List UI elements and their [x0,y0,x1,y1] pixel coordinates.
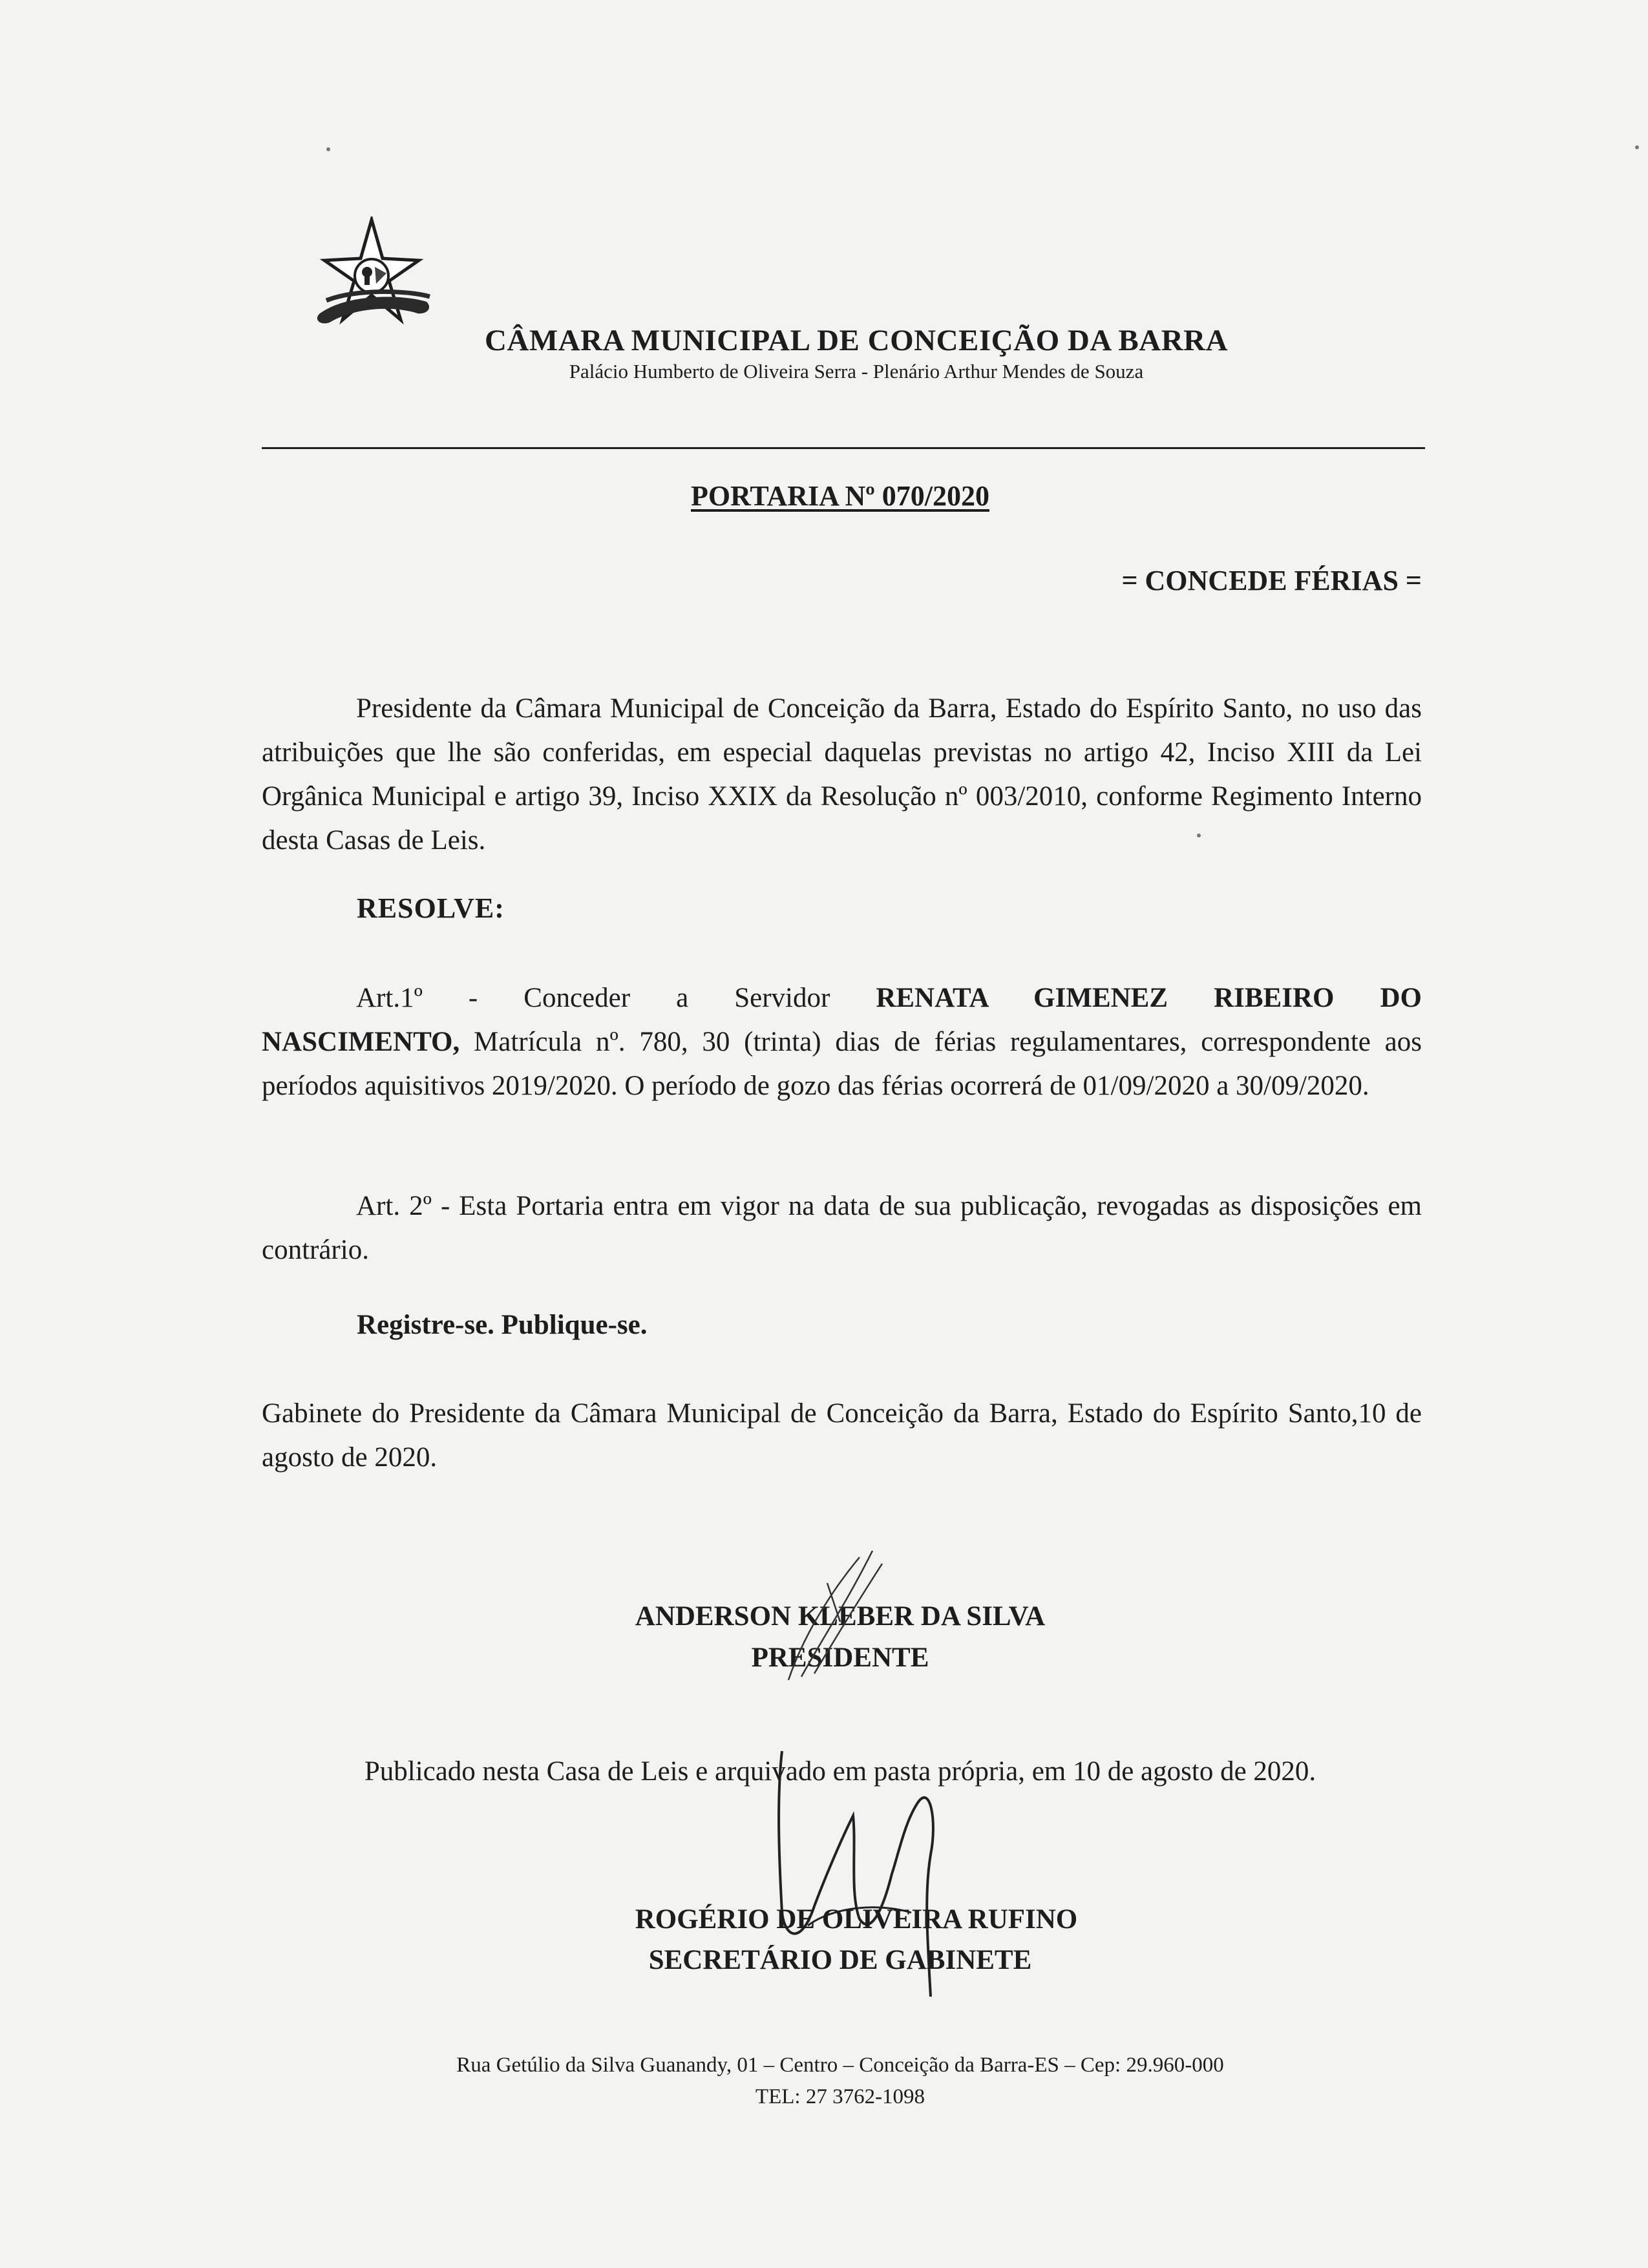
article-2-paragraph: Art. 2º - Esta Portaria entra em vigor na data de sua publicação, revogadas as disposições em contrário. [262,1191,1422,1265]
footer-address: Rua Getúlio da Silva Guanandy, 01 – Centro – Conceição da Barra-ES – Cep: 29.960-000 [456,2053,1224,2077]
document-number-text: PORTARIA Nº 070/2020 [691,480,989,512]
header-divider [262,447,1425,449]
scan-speck [1197,834,1201,837]
star-emblem-icon [304,216,446,330]
scan-speck [326,147,330,151]
president-name: ANDERSON KLEBER DA SILVA [635,1601,1046,1632]
registre-line: Registre-se. Publique-se. [357,1310,648,1340]
article-1-text: Matrícula nº. 780, 30 (trinta) dias de férias regulamentares, correspondente aos períodos aquisitivos 2019/2020. O período de gozo das férias ocorrerá de 01/09/2020 a 30/09/2020. [262,1027,1422,1101]
publication-note: Publicado nesta Casa de Leis e arquivado em pasta própria, em 10 de agosto de 2020. [364,1756,1316,1787]
footer-phone: TEL: 27 3762-1098 [755,2085,925,2108]
organization-subtitle: Palácio Humberto de Oliveira Serra - Plenário Arthur Mendes de Souza [569,360,1144,383]
secretary-name: ROGÉRIO DE OLIVEIRA RUFINO [635,1904,1078,1935]
preamble-paragraph: Presidente da Câmara Municipal de Conceição da Barra, Estado do Espírito Santo, no uso das atribuições que lhe são conferidas, em especial daquelas previstas no artigo 42, Inciso XIII da Lei Orgânica Municipal e artigo 39, Inciso XXIX da Resolução nº 003/2010, conforme Regimento Interno desta Casas de Leis. [262,693,1422,856]
servant-name-part1: RENATA GIMENEZ RIBEIRO DO [876,983,1422,1013]
document-number [0,479,1648,512]
resolve-heading: RESOLVE: [357,892,505,924]
gabinete-paragraph: Gabinete do Presidente da Câmara Municipal de Conceição da Barra, Estado do Espírito Santo,10 de agosto de 2020. [262,1398,1422,1473]
organization-title: CÂMARA MUNICIPAL DE CONCEIÇÃO DA BARRA [484,324,1229,357]
secretary-role: SECRETÁRIO DE GABINETE [648,1945,1032,1975]
article-1-first-line [356,976,1422,1020]
servant-name-part2: NASCIMENTO, [262,1027,460,1057]
president-role: PRESIDENTE [751,1643,929,1673]
document-ementa: = CONCEDE FÉRIAS = [1121,565,1422,596]
article-1-prefix: Art.1º - Conceder a Servidor [356,983,876,1013]
president-signature [776,1544,892,1693]
scan-speck [1635,145,1639,149]
article-1-paragraph [262,1020,1422,1108]
